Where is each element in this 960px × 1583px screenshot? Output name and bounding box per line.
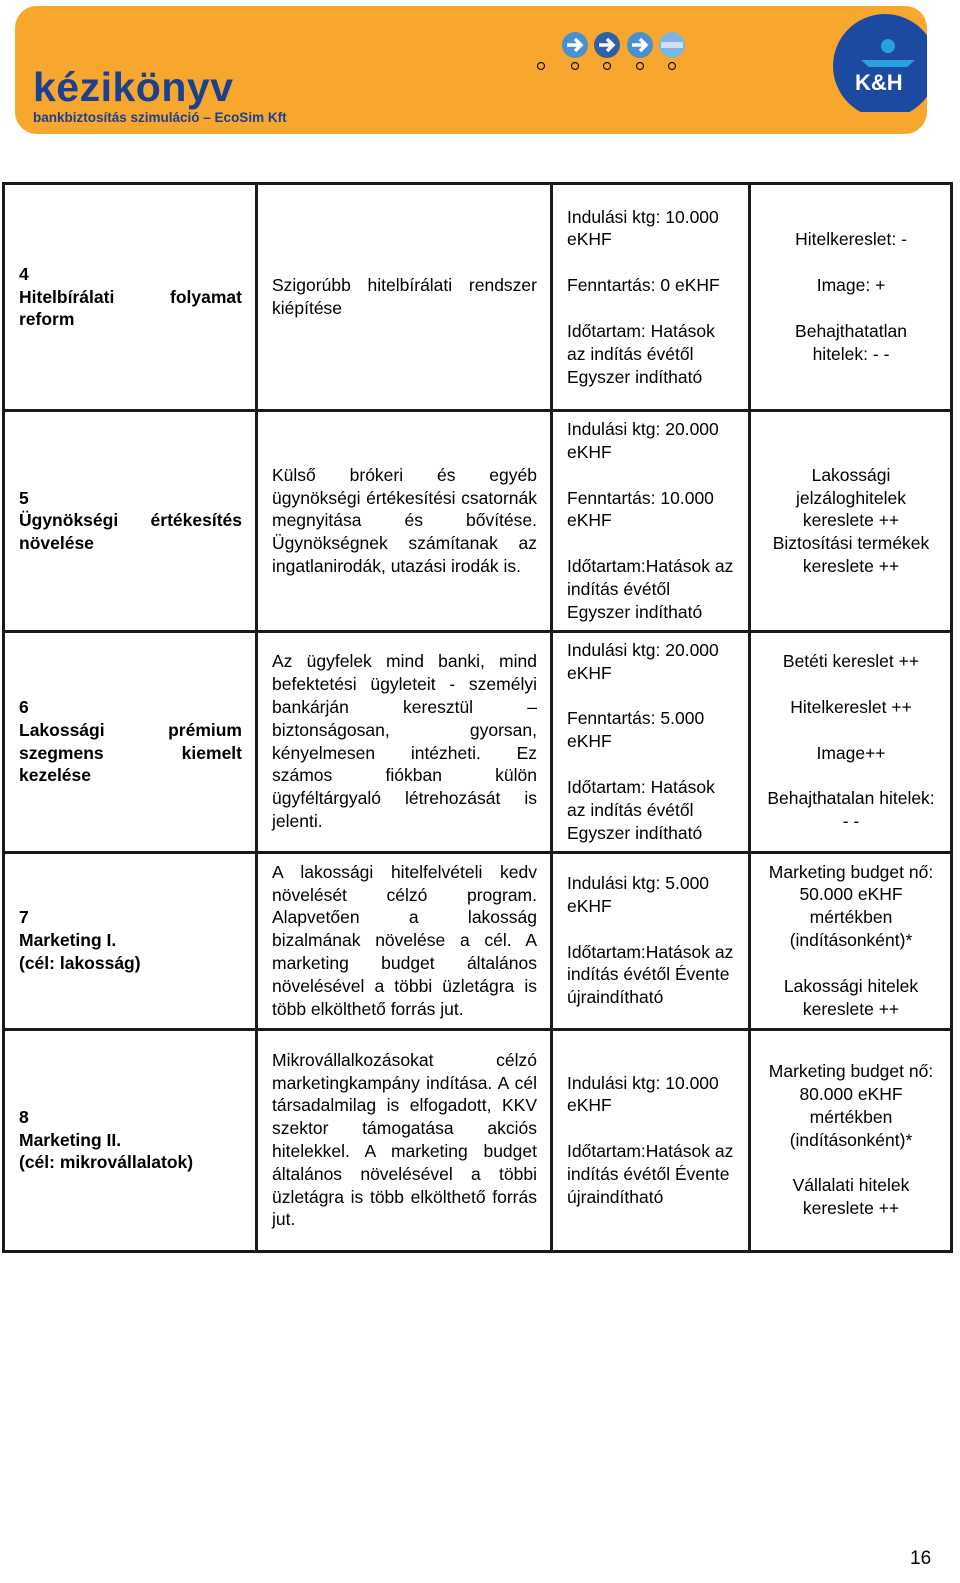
cell-text: 5 bbox=[19, 487, 29, 508]
measure-title-cell bbox=[4, 852, 257, 1029]
cell-text: Indulási ktg: 10.000 eKHF bbox=[567, 1072, 719, 1116]
measure-title-cell bbox=[4, 184, 257, 411]
spacer bbox=[567, 297, 735, 320]
cell-text: (cél: lakosság) bbox=[19, 952, 141, 973]
cell-text: A lakossági hitelfelvételi kedv növelését célzó program. Alapvetően a lakosság bizalmának növelése a cél. A marketing budget általános növelésével a többi üzletágra is több elkölthető forrás jut. bbox=[272, 861, 537, 1019]
table-row bbox=[4, 631, 952, 852]
header-banner bbox=[15, 6, 927, 134]
cell-text: 6 bbox=[19, 696, 29, 717]
cell-text: Hitelkereslet: - bbox=[795, 229, 907, 250]
description-cell bbox=[257, 852, 552, 1029]
cost-cell bbox=[552, 631, 750, 852]
cell-text: Időtartam:Hatások az indítás évétől Évente újraindítható bbox=[567, 1141, 734, 1207]
cell-text: Külső brókeri és egyéb ügynökségi értékesítési csatornák megnyitása és bővítése. Ügynökségnek számítanak az ingatlanirodák, utazási irodák is. bbox=[272, 464, 537, 576]
cell-text: Hitelkereslet ++ bbox=[790, 696, 912, 717]
table-row bbox=[4, 852, 952, 1029]
page-number: 16 bbox=[910, 1548, 932, 1569]
cell-text: Betéti kereslet ++ bbox=[782, 651, 920, 672]
cell-text: Indulási ktg: 10.000 eKHF bbox=[567, 206, 719, 250]
cell-text: Időtartam:Hatások az indítás évétől Évente újraindítható bbox=[567, 941, 734, 1008]
cell-text: Fenntartás: 0 eKHF bbox=[567, 275, 720, 296]
spacer bbox=[567, 684, 735, 707]
cell-text: Marketing II. bbox=[19, 1129, 122, 1150]
effect-cell bbox=[750, 631, 952, 852]
spacer bbox=[765, 764, 937, 787]
spacer bbox=[567, 251, 735, 274]
description-cell bbox=[257, 631, 552, 852]
spacer bbox=[765, 251, 937, 274]
navigation-arrows-icon bbox=[537, 30, 697, 74]
measures-table bbox=[2, 182, 953, 1253]
cell-text: 4 bbox=[19, 263, 29, 284]
cell-text: 8 bbox=[19, 1106, 29, 1127]
cell-text: Marketing I. bbox=[19, 930, 117, 951]
cell-text: Lakossági prémium szegmens kiemelt kezelése bbox=[19, 719, 242, 786]
cell-text: 7 bbox=[19, 907, 29, 928]
cell-text: Időtartam:Hatások az indítás évétől Egyszer indítható bbox=[567, 556, 734, 622]
cell-text: Hitelbírálati folyamat reform bbox=[19, 286, 242, 330]
cost-cell bbox=[552, 184, 750, 411]
table-row bbox=[4, 411, 952, 632]
cell-text: Időtartam: Hatások az indítás évétől Egyszer indítható bbox=[567, 776, 715, 843]
cell-text: Mikrovállalkozásokat célzó marketingkampány indítása. A cél társadalmilag is elfogadott, KKV szektor támogatása akciós hitelekkel. A marketing budget általános növelésével a többi üzletágra is több elkölthető forrás jut. bbox=[272, 1049, 537, 1230]
cell-text: Szigorúbb hitelbírálati rendszer kiépítése bbox=[272, 275, 537, 318]
description-cell bbox=[257, 184, 552, 411]
measure-title-cell bbox=[4, 1029, 257, 1251]
description-cell bbox=[257, 411, 552, 632]
cell-text: Image++ bbox=[816, 742, 886, 763]
table-row bbox=[4, 1029, 952, 1251]
cell-text: Vállalati hitelek kereslete ++ bbox=[792, 1175, 910, 1219]
measure-title-cell bbox=[4, 411, 257, 632]
spacer bbox=[765, 297, 937, 320]
description-cell bbox=[257, 1029, 552, 1251]
effect-cell bbox=[750, 1029, 952, 1251]
spacer bbox=[567, 464, 735, 487]
spacer bbox=[765, 719, 937, 742]
cell-text: Fenntartás: 10.000 eKHF bbox=[567, 487, 714, 531]
cost-cell bbox=[552, 852, 750, 1029]
cell-text: Behajthatalan hitelek: - - bbox=[767, 788, 935, 832]
measure-title-cell bbox=[4, 631, 257, 852]
cell-text: Marketing budget nő: 80.000 eKHF mértékben (indításonként)* bbox=[768, 1061, 934, 1150]
manual-title: kézikönyv bbox=[33, 64, 234, 110]
spacer bbox=[567, 753, 735, 776]
cell-text: Behajthatatlan hitelek: - - bbox=[795, 321, 907, 364]
cell-text: Fenntartás: 5.000 eKHF bbox=[567, 708, 705, 752]
spacer bbox=[765, 673, 937, 696]
cost-cell bbox=[552, 1029, 750, 1251]
cell-text: Marketing budget nő: 50.000 eKHF mértékben (indításonként)* bbox=[768, 861, 934, 951]
effect-cell bbox=[750, 852, 952, 1029]
cost-cell bbox=[552, 411, 750, 632]
spacer bbox=[765, 1151, 937, 1174]
spacer bbox=[567, 1117, 735, 1140]
cell-text: Indulási ktg: 5.000 eKHF bbox=[567, 873, 710, 916]
cell-text: Lakossági hitelek kereslete ++ bbox=[783, 975, 919, 1019]
svg-text:K&H: K&H bbox=[855, 70, 903, 95]
cell-text: Indulási ktg: 20.000 eKHF bbox=[567, 419, 719, 462]
cell-text: Lakossági jelzáloghitelek kereslete ++ Biztosítási termékek kereslete ++ bbox=[772, 464, 930, 576]
spacer bbox=[567, 918, 735, 941]
cell-text: (cél: mikrovállalatok) bbox=[19, 1152, 194, 1173]
cell-text: Az ügyfelek mind banki, mind befektetési ügyleteit - személyi bankárján keresztül – biztonságosan, gyorsan, kényelmesen intézheti. Ez számos fiókban külön ügyféltárgyaló létrehozását is jelenti. bbox=[272, 651, 537, 831]
spacer bbox=[765, 952, 937, 975]
manual-subtitle: bankbiztosítás szimuláció – EcoSim Kft bbox=[33, 110, 287, 125]
spacer bbox=[567, 532, 735, 555]
kh-logo-icon bbox=[833, 12, 927, 112]
cell-text: Ügynökségi értékesítés növelése bbox=[19, 510, 242, 554]
cell-text: Időtartam: Hatások az indítás évétől Egyszer indítható bbox=[567, 321, 715, 387]
effect-cell bbox=[750, 411, 952, 632]
cell-text: Indulási ktg: 20.000 eKHF bbox=[567, 639, 719, 683]
effect-cell bbox=[750, 184, 952, 411]
cell-text: Image: + bbox=[816, 275, 886, 296]
table-row bbox=[4, 184, 952, 411]
